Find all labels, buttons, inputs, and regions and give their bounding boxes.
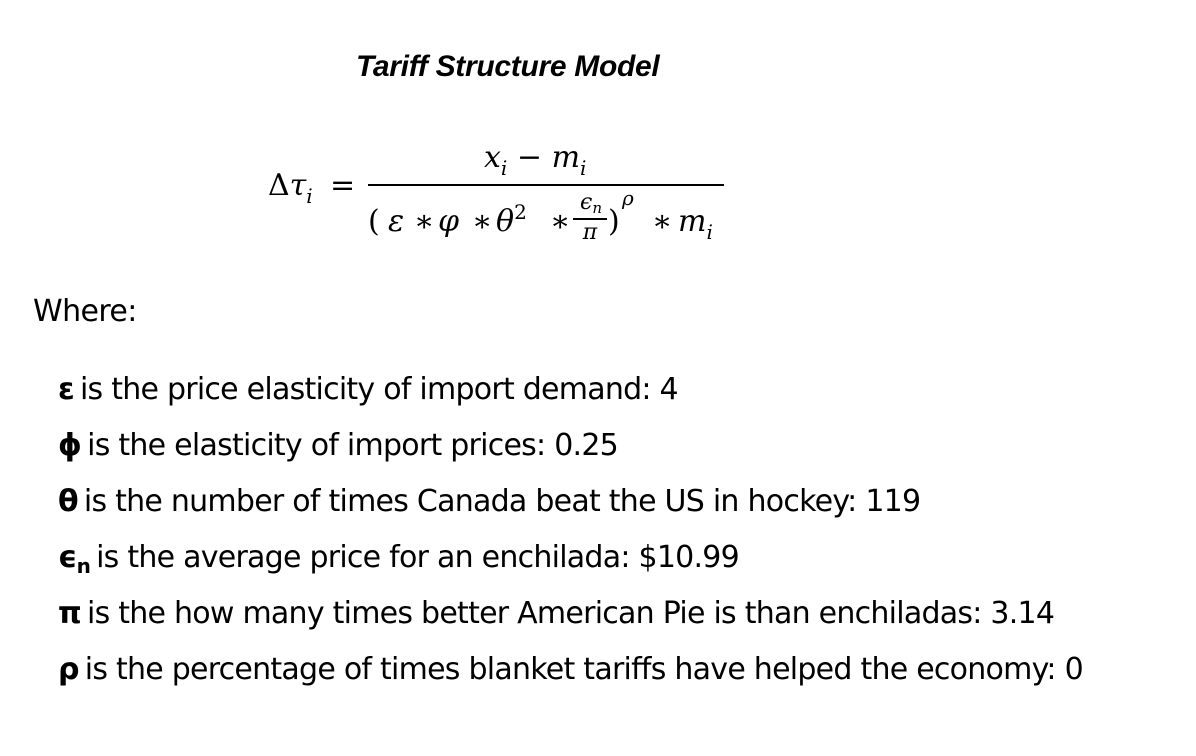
denominator-rho-exponent: ρ xyxy=(622,186,634,210)
definition-symbol xyxy=(58,428,81,463)
tariff-formula xyxy=(268,138,738,258)
formula-tau: τ xyxy=(289,168,307,203)
definition-item xyxy=(58,482,1083,538)
symbol-subscript: n xyxy=(76,554,91,578)
denominator-times-4: ∗ xyxy=(652,204,673,239)
enchilada-pi-fraction xyxy=(572,190,608,245)
epsilon-n-subscript: n xyxy=(592,199,602,217)
variable-definitions xyxy=(58,370,1083,706)
small-fraction-numerator xyxy=(572,190,610,215)
definition-text: is the price elasticity of import demand: 4 xyxy=(79,372,678,407)
definition-item xyxy=(58,650,1083,706)
denominator-m-symbol: m xyxy=(678,204,707,239)
theta-symbol: θ xyxy=(496,204,515,239)
numerator-minus: − xyxy=(516,140,543,175)
symbol-char: ε xyxy=(58,372,74,407)
theta-exponent: 2 xyxy=(514,200,527,224)
formula-fraction-bar xyxy=(368,184,724,186)
definition-text: is the average price for an enchilada: $10.99 xyxy=(96,540,739,575)
denominator-m xyxy=(678,204,713,244)
definition-symbol xyxy=(58,540,91,578)
symbol-char: ϵ xyxy=(58,540,77,575)
denominator-times-1: ∗ xyxy=(414,204,435,239)
definition-item xyxy=(58,426,1083,482)
denominator-epsilon: ε xyxy=(388,204,405,239)
denominator-theta xyxy=(496,200,527,239)
formula-tau-subscript: i xyxy=(306,184,313,208)
denominator-times-3: ∗ xyxy=(550,204,571,239)
symbol-char: π xyxy=(58,596,81,631)
formula-denominator xyxy=(368,186,728,260)
formula-delta: Δ xyxy=(268,168,290,203)
numerator-m-subscript: i xyxy=(580,156,587,180)
definition-item xyxy=(58,370,1083,426)
formula-lhs xyxy=(268,168,313,208)
numerator-x: x xyxy=(484,140,501,175)
definition-text: is the number of times Canada beat the US in hockey: 119 xyxy=(83,484,921,519)
numerator-x-subscript: i xyxy=(500,156,508,180)
symbol-char: ρ xyxy=(58,652,79,687)
denominator-m-subscript: i xyxy=(706,220,713,244)
denominator-times-2: ∗ xyxy=(472,204,493,239)
definition-item xyxy=(58,594,1083,650)
small-fraction-denominator: π xyxy=(582,220,598,245)
definition-symbol xyxy=(58,596,81,631)
formula-numerator xyxy=(484,140,587,180)
denominator-open-paren: ( xyxy=(368,204,380,239)
denominator-close-paren: ) xyxy=(608,204,620,239)
formula-equals: = xyxy=(330,168,356,203)
definition-symbol xyxy=(58,652,79,687)
symbol-char: θ xyxy=(58,484,78,519)
epsilon-n-symbol: ϵ xyxy=(580,190,593,215)
definition-text: is the percentage of times blanket tariffs have helped the economy: 0 xyxy=(84,652,1083,687)
definition-item xyxy=(58,538,1083,594)
definition-symbol xyxy=(58,484,78,519)
page-title: Tariff Structure Model xyxy=(356,50,660,83)
denominator-phi: φ xyxy=(438,204,460,239)
definition-symbol xyxy=(58,372,74,407)
symbol-char: ɸ xyxy=(58,428,82,463)
numerator-m: m xyxy=(551,140,581,175)
where-label: Where: xyxy=(33,294,137,329)
definition-text: is the elasticity of import prices: 0.25 xyxy=(87,428,618,463)
definition-text: is the how many times better American Pie is than enchiladas: 3.14 xyxy=(86,596,1055,631)
